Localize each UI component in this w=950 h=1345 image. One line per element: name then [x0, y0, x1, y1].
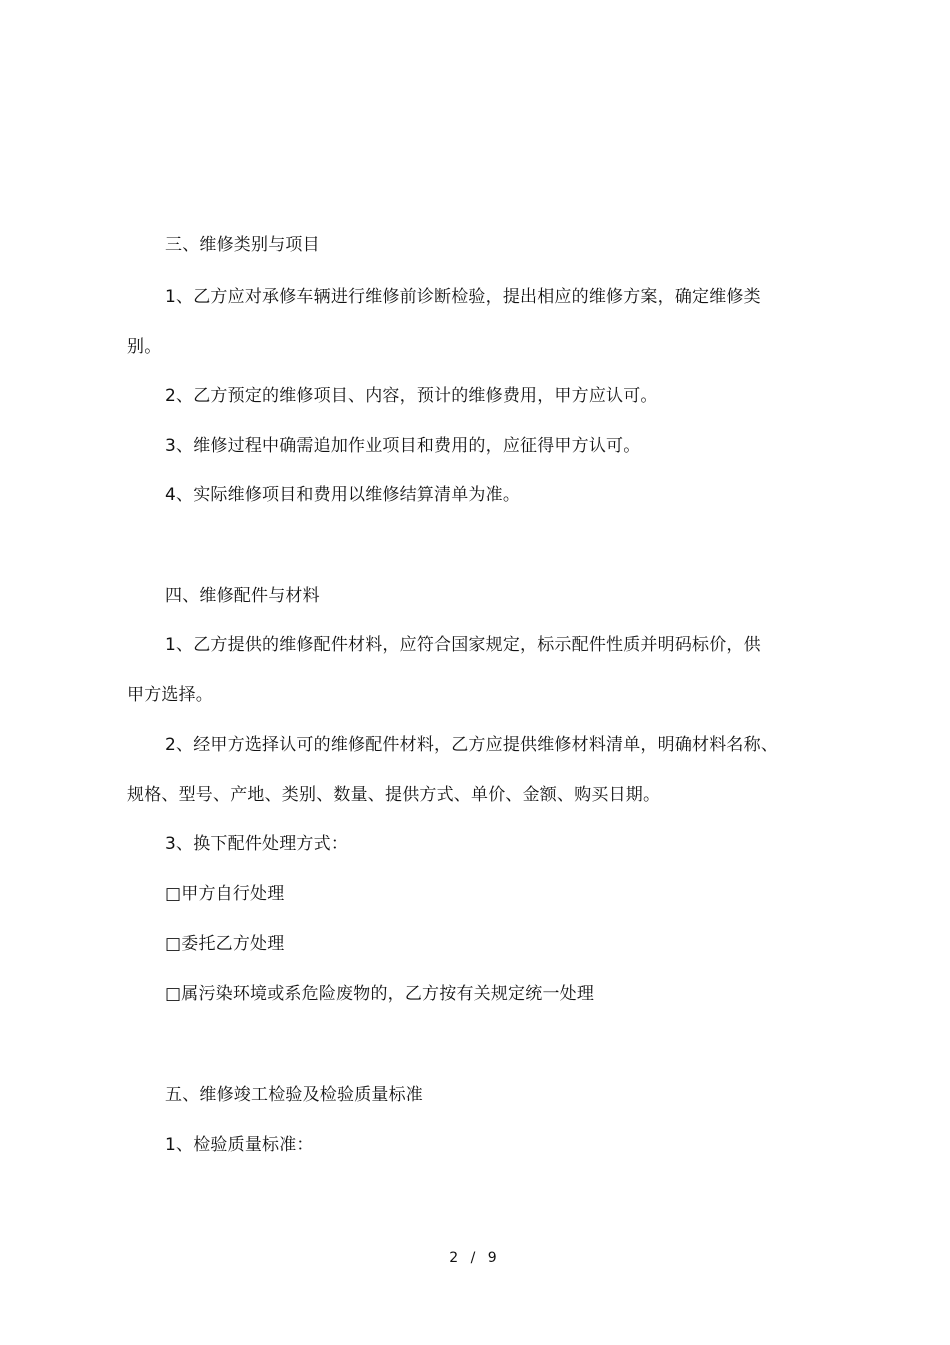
- section-3-item-1-line-1: 1、乙方应对承修车辆进行维修前诊断检验，提出相应的维修方案，确定维修类: [165, 287, 761, 307]
- page-number: 2 / 9: [449, 1250, 501, 1266]
- section-4-option-3: □属污染环境或系危险废物的，乙方按有关规定统一处理: [165, 984, 595, 1004]
- section-3-heading: 三、维修类别与项目: [165, 235, 320, 255]
- section-4-option-2: □委托乙方处理: [165, 934, 285, 954]
- section-3-item-1-line-2: 别。: [127, 337, 162, 357]
- section-3-item-3: 3、维修过程中确需追加作业项目和费用的，应征得甲方认可。: [165, 436, 641, 456]
- section-3-item-4: 4、实际维修项目和费用以维修结算清单为准。: [165, 485, 521, 505]
- section-4-heading: 四、维修配件与材料: [165, 586, 320, 606]
- section-4-item-1-line-2: 甲方选择。: [127, 685, 213, 705]
- section-4-item-2-line-1: 2、经甲方选择认可的维修配件材料，乙方应提供维修材料清单，明确材料名称、: [165, 735, 779, 755]
- section-4-option-1: □甲方自行处理: [165, 884, 285, 904]
- section-4-item-1-line-1: 1、乙方提供的维修配件材料，应符合国家规定，标示配件性质并明码标价，供: [165, 635, 761, 655]
- section-5-heading: 五、维修竣工检验及检验质量标准: [165, 1085, 423, 1105]
- section-4-item-2-line-2: 规格、型号、产地、类别、数量、提供方式、单价、金额、购买日期。: [127, 785, 661, 805]
- section-3-item-2: 2、乙方预定的维修项目、内容，预计的维修费用，甲方应认可。: [165, 386, 658, 406]
- section-4-item-3: 3、换下配件处理方式：: [165, 834, 349, 854]
- section-5-item-1: 1、检验质量标准：: [165, 1135, 314, 1155]
